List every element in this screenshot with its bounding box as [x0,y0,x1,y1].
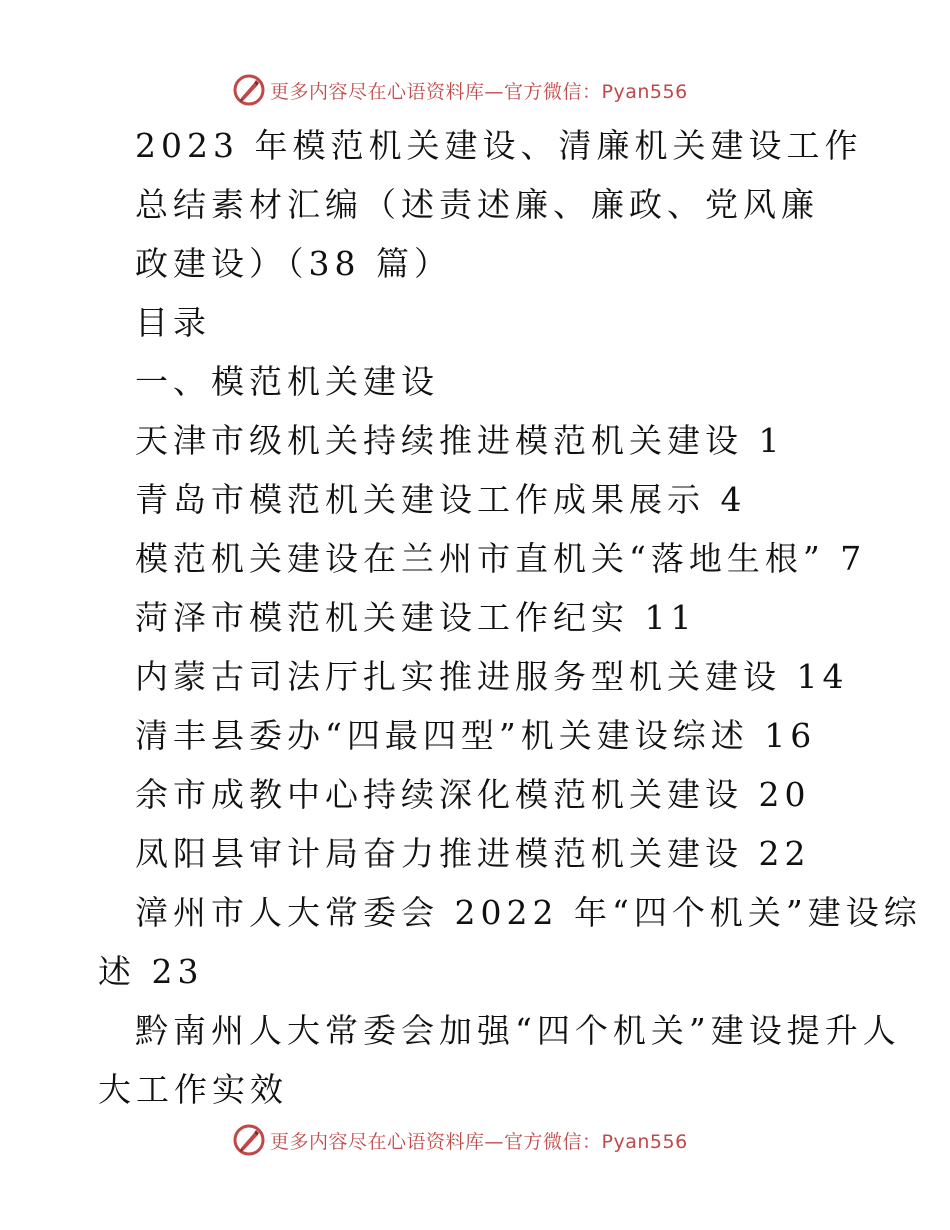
toc-entry-wrapped-line-2: 述 23 [98,952,204,991]
section-heading-1: 一、模范机关建设 [135,362,439,401]
document-body [98,116,922,1119]
toc-entry: 内蒙古司法厅扎实推进服务型机关建设 14 [135,657,849,696]
watermark-brand: 更多内容尽在心语资料库 [270,1130,485,1153]
pen-circle-icon [232,1123,266,1157]
toc-entry: 天津市级机关持续推进模范机关建设 1 [135,421,785,460]
toc-entry: 青岛市模范机关建设工作成果展示 4 [135,480,747,519]
toc-entry-wrapped-line-1: 漳州市人大常委会 2022 年“四个机关”建设综 [135,893,922,932]
toc-entry: 清丰县委办“四最四型”机关建设综述 16 [135,716,817,755]
watermark-brand: 更多内容尽在心语资料库 [270,80,485,103]
watermark-header [232,72,688,108]
watermark-separator: — [484,1130,505,1153]
watermark-footer [232,1122,688,1158]
watermark-text [270,77,688,104]
document-title-line-2: 总结素材汇编（述责述廉、廉政、党风廉 [135,185,819,224]
document-title-line-1: 2023 年模范机关建设、清廉机关建设工作 [135,126,863,165]
toc-entry: 菏泽市模范机关建设工作纪实 11 [135,598,697,637]
document-title-line-3: 政建设）（38 篇） [135,244,452,283]
pen-circle-icon [232,73,266,107]
watermark-separator: — [484,80,505,103]
toc-heading: 目录 [135,303,211,342]
watermark-contact: 官方微信：Pyan556 [504,1130,688,1153]
watermark-text [270,1127,688,1154]
watermark-contact: 官方微信：Pyan556 [504,80,688,103]
toc-entry-wrapped-line-2: 大工作实效 [98,1070,288,1109]
toc-entry: 余市成教中心持续深化模范机关建设 20 [135,775,811,814]
toc-entry: 模范机关建设在兰州市直机关“落地生根” 7 [135,539,867,578]
toc-entry: 凤阳县审计局奋力推进模范机关建设 22 [135,834,811,873]
toc-entry-wrapped-line-1: 黔南州人大常委会加强“四个机关”建设提升人 [135,1011,901,1050]
